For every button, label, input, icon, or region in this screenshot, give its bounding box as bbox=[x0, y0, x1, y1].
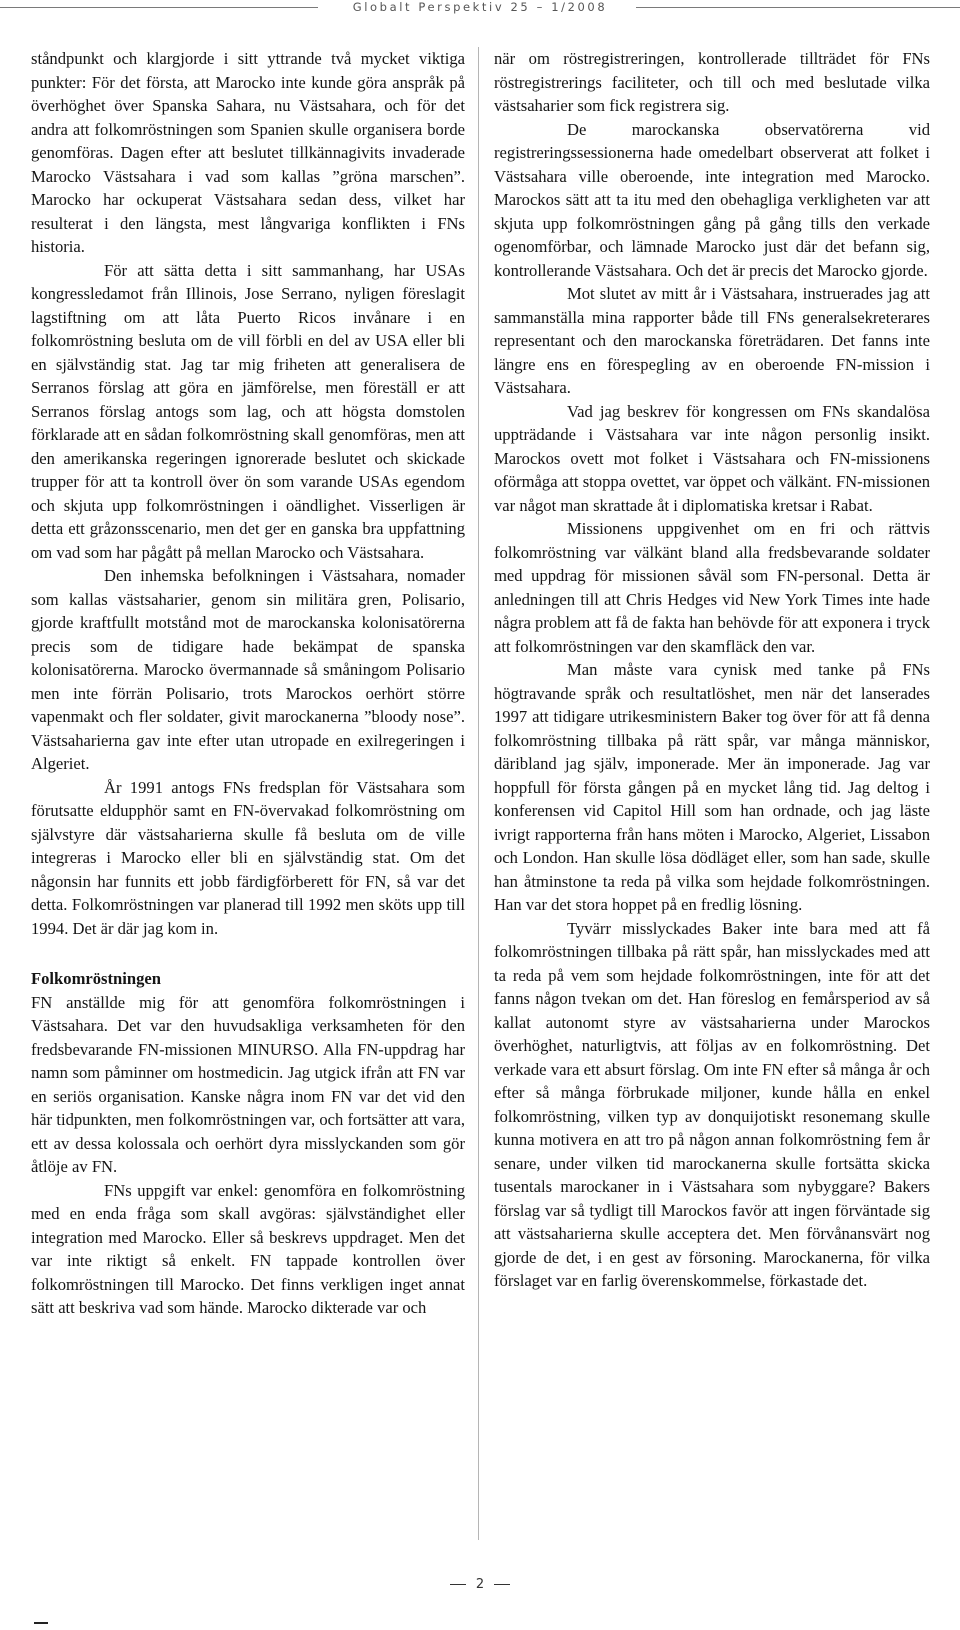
paragraph: Vad jag beskrev för kongressen om FNs skandalösa uppträdande i Västsahara var inte någon personlig insikt. Marockos ovett mot folket i Västsahara och FN-missionens oförmåga att stoppa ovettet, var öppet och välkänt. FN-missionen var något man skrattade åt i diplomatiska kretsar i Rabat. bbox=[494, 401, 930, 515]
left-column bbox=[31, 47, 465, 1320]
paragraph: Man måste vara cynisk med tanke på FNs högtravande språk och resultatlöshet, men när det lanserades 1997 att tidigare utrikesministern Baker tog över för att få denna folkomröstning tillbaka på rätt spår, var många människor, däribland jag själv, imponerade. Mer än imponerade. Jag var hoppfull för första gången på en mycket lång tid. Jag deltog i konferensen vid Capitol Hill som han ordnade, och jag läste ivrigt rapporterna från hans möten i Marocko, Algeriet, Lissabon och London. Han skulle lösa dödläget eller, som han sade, skulle han åtminstone ta reda på vilka som hejdade folkomröstningen. Han var det stora hoppet på en fredlig lösning. bbox=[494, 660, 930, 914]
column-divider bbox=[478, 47, 479, 1540]
page-footer bbox=[0, 1577, 960, 1597]
paragraph: De marockanska observatörerna vid registreringssessionerna hade omedelbart observerat att folket i Västsahara ville oberoende, inte integration med Marocko. Marockos sätt att ta itu med den obehagliga verkligheten var att skjuta upp folkomröstningen gång på gång tills den verkade ogenomförbar, och lämnade Marocko just där det befann sig, kontrollerande Västsahara. Och det är precis det Marocko gjorde. bbox=[494, 119, 930, 280]
paragraph: FNs uppgift var enkel: genomföra en folkomröstning med en enda fråga som skall avgöras: självständighet eller integration med Marocko. Eller så beskrevs uppdraget. Men det var inte riktigt så enkelt. FN tappade kontrollen över folkomröstningen till Marocko. Det finns verkligen inget annat sätt att beskriva vad som hände. Marocko dikterade var och bbox=[31, 1180, 465, 1317]
paragraph: när om röstregistreringen, kontrollerade tillträdet för FNs röstregistrerings faciliteter, och till och med beslutade vilka västsaharier som fick registrera sig. bbox=[494, 49, 930, 115]
page-number: 2 bbox=[475, 1577, 485, 1592]
header-rule-right bbox=[636, 7, 960, 8]
paragraph: Missionens uppgivenhet om en fri och rättvis folkomröstning var välkänt bland alla fredsbevarande soldater med uppdrag för missionen såväl som FN-personal. Detta är anledningen till att Chris Hedges vid New York Times inte hade några problem att få de fakta han behövde för att exponera i tryck att folkomröstningen var den skamfläck den var. bbox=[494, 519, 930, 656]
paragraph: ståndpunkt och klargjorde i sitt yttrande två mycket viktiga punkter: För det första, att Marocko inte kunde göra anspråk på överhöghet över Spanska Sahara, nu Västsahara, och för det andra att folkomröstningen som Spanien skulle organisera borde genomföras. Dagen efter att beslutet tillkännagivits invaderade Marocko Västsahara i vad som kallas ”gröna marschen”. Marocko har ockuperat Västsahara sedan dess, vilket har resulterat i den längsta, mest långvariga konflikten i FNs historia. bbox=[31, 49, 465, 256]
footer-dash-left bbox=[450, 1584, 466, 1585]
section-heading: Folkomröstningen bbox=[31, 969, 161, 988]
footer-dash-right bbox=[494, 1584, 510, 1585]
next-page-fragment bbox=[34, 1622, 48, 1624]
paragraph: Tyvärr misslyckades Baker inte bara med att få folkomröstningen tillbaka på rätt spår, han misslyckades med att ta reda på vem som hejdade folkomröstningen, inte för att det fanns någon tvekan om det. Han föreslog en femårsperiod av så kallat autonomt styre av västsaharierna under Marockos överhöghet, naturligtvis, att följas av en folkomröstning. Det verkade vara ett absurt förslag. Om inte FN efter så många år och efter så många förbrukade miljoner, kunde hålla en enkel folkomröstning, vilken typ av donquijotiskt resonemang skulle kunna motivera en att tro på någon annan folkomröstning fem år senare, under vilken tid marockanerna skulle fortsätta skicka tusentals marockaner in i Västsahara som nybyggare? Bakers förslag var så tydligt till Marockos favör att ingen förväntade sig att västsaharierna skulle acceptera det. Men förvånansvärt nog gjorde de det, i en gest av försoning. Marockanerna, för vilka förslaget var en farlig överenskommelse, förkastade det. bbox=[494, 918, 930, 1290]
paragraph: Den inhemska befolkningen i Västsahara, nomader som kallas västsaharier, genom sin militära gren, Polisario, gjorde kraftfullt motstånd mot de marockanska kolonisatörerna precis som de tidigare hade bekämpat de spanska kolonisatörerna. Marocko övermannade så småningom Polisario men inte förrän Polisario, trots Marockos oerhört större vapenmakt och fler soldater, givit marockanerna ”bloody nose”. Västsaharierna gav inte efter utan utropade en exilregeringen i Algeriet. bbox=[31, 566, 465, 773]
running-header bbox=[0, 0, 960, 16]
paragraph: För att sätta detta i sitt sammanhang, har USAs kongressledamot från Illinois, Jose Serrano, nyligen föreslagit lagstiftning om att låta Puerto Ricos invånare i en folkomröstning besluta om de vill förbli en del av USA eller bli en självständig stat. Jag tar mig friheten att generalisera de Serranos förslag att göra en jämförelse, men föreställ er att Serranos förslag antogs som lag, och att högsta domstolen förklarade att en sådan folkomröstning skall genomföras, men att den amerikanska regeringen ignorerade beslutet och skickade trupper för att ta kontroll över ön som varande USAs egendom och skjuta upp folkomröstningen i oändlighet. Visserligen är detta ett gråzonsscenario, men det ger en ganska bra uppfattning om vad som har pågått på mellan Marocko och Västsahara. bbox=[31, 260, 465, 562]
paragraph: Mot slutet av mitt år i Västsahara, instruerades jag att sammanställa mina rapporter både till FNs generalsekreterares representant och den marockanska företrädaren. Det fanns inte längre ens en förespegling av en oberoende FN-mission i Västsahara. bbox=[494, 284, 930, 397]
right-column bbox=[494, 47, 930, 1293]
paragraph: År 1991 antogs FNs fredsplan för Västsahara som förutsatte eldupphör samt en FN-övervakad folkomröstning om självstyre där västsaharierna skulle få besluta om de ville integreras i Marocko eller bli en självständig stat. Om det någonsin har funnits ett jobb färdigförberett för FN, så var det detta. Folkomröstningen var planerad till 1992 men sköts upp till 1994. Det är där jag kom in. bbox=[31, 777, 465, 938]
publication-title: Globalt Perspektiv 25 – 1/2008 bbox=[352, 0, 608, 14]
header-rule-left bbox=[0, 7, 318, 8]
paragraph: FN anställde mig för att genomföra folkomröstningen i Västsahara. Det var den huvudsakliga verksamheten för den fredsbevarande FN-missionen MINURSO. Alla FN-uppdrag har namn som påminner om hostmedicin. Jag utgick ifrån att FN var en seriös organisation. Kanske några inom FN var det vid den här tidpunkten, men folkomröstningen var, och fortsätter att vara, ett av dessa kolossala och oerhört dyra misslyckanden som gör åtlöje av FN. bbox=[31, 992, 465, 1176]
